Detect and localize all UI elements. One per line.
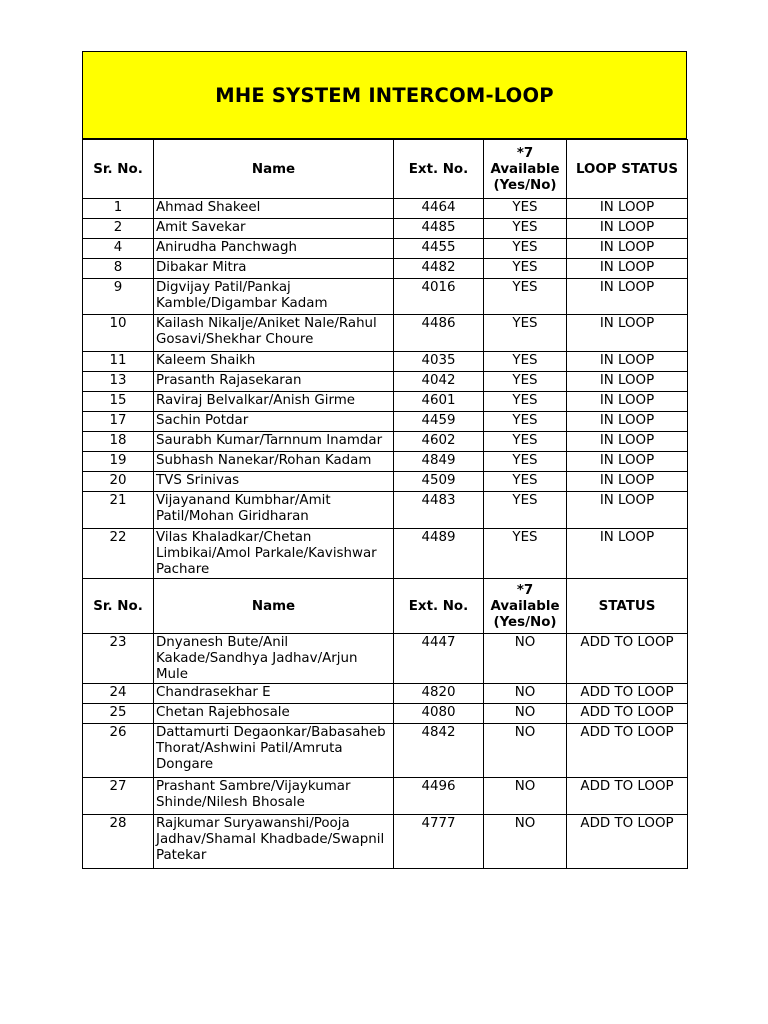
name-cell: Chetan Rajebhosale: [154, 704, 394, 724]
ext-no-cell: 4486: [394, 315, 484, 352]
sr-no-cell: 19: [83, 452, 154, 472]
name-cell: Kailash Nikalje/Aniket Nale/Rahul Gosavi/Shekhar Choure: [154, 315, 394, 352]
table-row: [83, 199, 688, 219]
available-cell: YES: [484, 529, 567, 579]
header-status: STATUS: [567, 579, 688, 634]
table-row: [83, 259, 688, 279]
name-cell: Anirudha Panchwagh: [154, 239, 394, 259]
header-sr-no: Sr. No.: [83, 579, 154, 634]
table-row: [83, 724, 688, 778]
header-available: *7 Available (Yes/No): [484, 579, 567, 634]
sr-no-cell: 21: [83, 492, 154, 529]
available-cell: NO: [484, 634, 567, 684]
available-cell: NO: [484, 815, 567, 869]
name-cell: Vijayanand Kumbhar/Amit Patil/Mohan Giridharan: [154, 492, 394, 529]
sr-no-cell: 11: [83, 352, 154, 372]
header-ext-no: Ext. No.: [394, 140, 484, 199]
table-header-row: [83, 140, 688, 199]
name-cell: Dibakar Mitra: [154, 259, 394, 279]
ext-no-cell: 4035: [394, 352, 484, 372]
header-status: LOOP STATUS: [567, 140, 688, 199]
available-cell: YES: [484, 279, 567, 315]
ext-no-cell: 4483: [394, 492, 484, 529]
status-cell: IN LOOP: [567, 372, 688, 392]
available-cell: YES: [484, 259, 567, 279]
sr-no-cell: 15: [83, 392, 154, 412]
sr-no-cell: 23: [83, 634, 154, 684]
status-cell: IN LOOP: [567, 492, 688, 529]
status-cell: IN LOOP: [567, 392, 688, 412]
header-sr-no: Sr. No.: [83, 140, 154, 199]
table-row: [83, 778, 688, 815]
name-cell: Amit Savekar: [154, 219, 394, 239]
sr-no-cell: 20: [83, 472, 154, 492]
ext-no-cell: 4842: [394, 724, 484, 778]
available-cell: NO: [484, 724, 567, 778]
table-row: [83, 492, 688, 529]
status-cell: IN LOOP: [567, 259, 688, 279]
ext-no-cell: 4485: [394, 219, 484, 239]
name-cell: Vilas Khaladkar/Chetan Limbikai/Amol Parkale/Kavishwar Pachare: [154, 529, 394, 579]
header-ext-no: Ext. No.: [394, 579, 484, 634]
sr-no-cell: 10: [83, 315, 154, 352]
name-cell: Sachin Potdar: [154, 412, 394, 432]
status-cell: ADD TO LOOP: [567, 815, 688, 869]
table-row: [83, 704, 688, 724]
status-cell: IN LOOP: [567, 529, 688, 579]
ext-no-cell: 4455: [394, 239, 484, 259]
available-cell: YES: [484, 392, 567, 412]
ext-no-cell: 4509: [394, 472, 484, 492]
status-cell: ADD TO LOOP: [567, 778, 688, 815]
status-cell: IN LOOP: [567, 199, 688, 219]
table-row: [83, 452, 688, 472]
ext-no-cell: 4777: [394, 815, 484, 869]
available-cell: YES: [484, 472, 567, 492]
name-cell: Dattamurti Degaonkar/Babasaheb Thorat/Ashwini Patil/Amruta Dongare: [154, 724, 394, 778]
table-row: [83, 815, 688, 869]
status-cell: ADD TO LOOP: [567, 704, 688, 724]
table-header-row: [83, 579, 688, 634]
header-name: Name: [154, 579, 394, 634]
name-cell: Kaleem Shaikh: [154, 352, 394, 372]
sr-no-cell: 8: [83, 259, 154, 279]
table-row: [83, 315, 688, 352]
ext-no-cell: 4080: [394, 704, 484, 724]
status-cell: IN LOOP: [567, 452, 688, 472]
name-cell: Dnyanesh Bute/Anil Kakade/Sandhya Jadhav/Arjun Mule: [154, 634, 394, 684]
name-cell: Chandrasekhar E: [154, 684, 394, 704]
table-row: [83, 432, 688, 452]
status-cell: ADD TO LOOP: [567, 684, 688, 704]
sr-no-cell: 13: [83, 372, 154, 392]
available-cell: NO: [484, 778, 567, 815]
table-body: [83, 140, 688, 869]
table-row: [83, 392, 688, 412]
sheet-title: MHE SYSTEM INTERCOM-LOOP: [82, 51, 687, 139]
ext-no-cell: 4016: [394, 279, 484, 315]
name-cell: Prasanth Rajasekaran: [154, 372, 394, 392]
table-row: [83, 529, 688, 579]
sr-no-cell: 27: [83, 778, 154, 815]
intercom-loop-sheet: [82, 51, 687, 869]
sr-no-cell: 17: [83, 412, 154, 432]
ext-no-cell: 4489: [394, 529, 484, 579]
sr-no-cell: 18: [83, 432, 154, 452]
sr-no-cell: 9: [83, 279, 154, 315]
loop-table: [82, 139, 688, 869]
table-row: [83, 219, 688, 239]
ext-no-cell: 4820: [394, 684, 484, 704]
sr-no-cell: 1: [83, 199, 154, 219]
available-cell: YES: [484, 239, 567, 259]
available-cell: YES: [484, 219, 567, 239]
header-available: *7 Available (Yes/No): [484, 140, 567, 199]
name-cell: TVS Srinivas: [154, 472, 394, 492]
status-cell: IN LOOP: [567, 472, 688, 492]
name-cell: Prashant Sambre/Vijaykumar Shinde/Nilesh Bhosale: [154, 778, 394, 815]
name-cell: Subhash Nanekar/Rohan Kadam: [154, 452, 394, 472]
table-row: [83, 472, 688, 492]
ext-no-cell: 4849: [394, 452, 484, 472]
name-cell: Rajkumar Suryawanshi/Pooja Jadhav/Shamal Khadbade/Swapnil Patekar: [154, 815, 394, 869]
available-cell: YES: [484, 352, 567, 372]
ext-no-cell: 4602: [394, 432, 484, 452]
table-row: [83, 684, 688, 704]
available-cell: YES: [484, 432, 567, 452]
ext-no-cell: 4042: [394, 372, 484, 392]
sr-no-cell: 4: [83, 239, 154, 259]
status-cell: IN LOOP: [567, 239, 688, 259]
status-cell: IN LOOP: [567, 315, 688, 352]
sr-no-cell: 26: [83, 724, 154, 778]
table-row: [83, 279, 688, 315]
sr-no-cell: 2: [83, 219, 154, 239]
status-cell: IN LOOP: [567, 219, 688, 239]
name-cell: Saurabh Kumar/Tarnnum Inamdar: [154, 432, 394, 452]
status-cell: ADD TO LOOP: [567, 634, 688, 684]
name-cell: Digvijay Patil/Pankaj Kamble/Digambar Kadam: [154, 279, 394, 315]
available-cell: YES: [484, 315, 567, 352]
available-cell: NO: [484, 704, 567, 724]
table-row: [83, 372, 688, 392]
available-cell: YES: [484, 492, 567, 529]
status-cell: IN LOOP: [567, 279, 688, 315]
ext-no-cell: 4459: [394, 412, 484, 432]
status-cell: ADD TO LOOP: [567, 724, 688, 778]
table-row: [83, 412, 688, 432]
ext-no-cell: 4601: [394, 392, 484, 412]
ext-no-cell: 4496: [394, 778, 484, 815]
available-cell: YES: [484, 199, 567, 219]
name-cell: Ahmad Shakeel: [154, 199, 394, 219]
sr-no-cell: 25: [83, 704, 154, 724]
status-cell: IN LOOP: [567, 412, 688, 432]
sr-no-cell: 22: [83, 529, 154, 579]
ext-no-cell: 4464: [394, 199, 484, 219]
sr-no-cell: 24: [83, 684, 154, 704]
name-cell: Raviraj Belvalkar/Anish Girme: [154, 392, 394, 412]
table-row: [83, 352, 688, 372]
available-cell: YES: [484, 412, 567, 432]
header-name: Name: [154, 140, 394, 199]
status-cell: IN LOOP: [567, 352, 688, 372]
sr-no-cell: 28: [83, 815, 154, 869]
status-cell: IN LOOP: [567, 432, 688, 452]
available-cell: YES: [484, 372, 567, 392]
available-cell: NO: [484, 684, 567, 704]
table-row: [83, 634, 688, 684]
available-cell: YES: [484, 452, 567, 472]
ext-no-cell: 4482: [394, 259, 484, 279]
table-row: [83, 239, 688, 259]
ext-no-cell: 4447: [394, 634, 484, 684]
